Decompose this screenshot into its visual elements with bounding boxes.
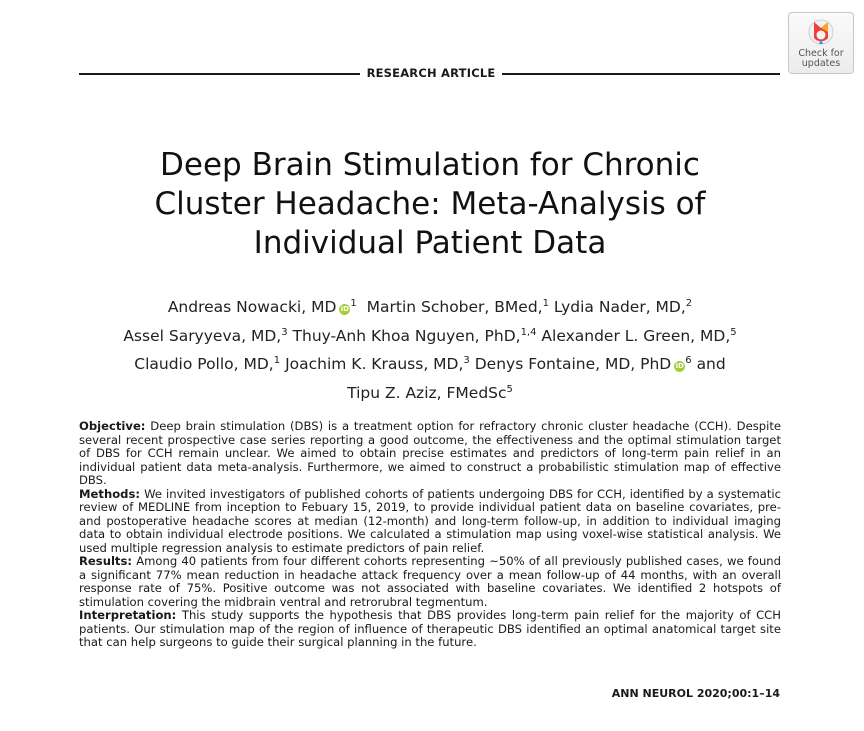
header-rule-right (502, 73, 780, 75)
author-name: Joachim K. Krauss, MD, (285, 355, 464, 373)
author-line-1 (80, 293, 780, 322)
author-name: Andreas Nowacki, MD (167, 298, 337, 316)
section-label: Results: (79, 554, 132, 568)
title-line-3: Individual Patient Data (253, 225, 607, 261)
article-type-label: RESEARCH ARTICLE (366, 66, 496, 80)
author-affiliation: 5 (506, 383, 513, 395)
author-name: Denys Fontaine, MD, PhD (474, 355, 672, 373)
author-affiliation: 5 (730, 326, 737, 338)
orcid-icon[interactable]: iD (340, 305, 349, 313)
abstract-interpretation (79, 609, 781, 650)
title-line-2: Cluster Headache: Meta-Analysis of (154, 186, 706, 222)
author-affiliation: 3 (281, 326, 288, 338)
abstract-objective (79, 420, 781, 488)
author-name: Tipu Z. Aziz, FMedSc (347, 383, 507, 402)
abstract (79, 420, 781, 650)
author-name: Claudio Pollo, MD, (134, 355, 274, 373)
author-name: Thuy-Anh Khoa Nguyen, PhD, (292, 326, 521, 345)
author-list (80, 293, 780, 407)
section-text: This study supports the hypothesis that DBS provides long-term pain relief for the majority of CCH patients. Our stimulation map of the region of influence of therapeutic DBS identified an optimal anatomical target site that can help surgeons to guide their surgical planning in the future. (79, 608, 782, 649)
section-label: Objective: (79, 419, 146, 433)
section-text: Among 40 patients from four different cohorts representing ~50% of all previously published cases, we found a significant 77% mean reduction in headache attack frequency over a mean follow-up of 44 months, with an overall response rate of 75%. Positive outcome was not associated with baseline covariates. We identified 2 hotspots of stimulation covering the midbrain ventral and retrorubral tegmentum. (79, 554, 781, 609)
author-affiliation: 2 (685, 297, 693, 309)
section-text: We invited investigators of published cohorts of patients undergoing DBS for CCH, identified by a systematic review of MEDLINE from inception to Febuary 15, 2019, to provide individual patient data on baseline covariates, pre- and postoperative headache scores at median (12-month) and long-term follow-up, in addition to individual imaging data to obtain individual electrode positions. We calculated a stimulation map using voxel-wise statistical analysis. We used multiple regression analysis to estimate predictors of pain relief. (79, 486, 781, 555)
author-line-3 (80, 350, 780, 379)
journal-citation: ANN NEUROL 2020;00:1–14 (611, 687, 780, 700)
crossmark-icon (807, 18, 835, 48)
author-line-4 (80, 379, 780, 408)
author-name: Martin Schober, BMed, (366, 298, 543, 316)
abstract-methods (79, 488, 781, 556)
section-label: Interpretation: (79, 608, 177, 622)
header-rule-left (79, 73, 360, 75)
orcid-icon[interactable]: iD (675, 362, 684, 370)
author-name: Lydia Nader, MD, (553, 298, 686, 316)
author-name: Assel Saryyeva, MD, (123, 326, 282, 345)
author-name: Alexander L. Green, MD, (541, 326, 731, 345)
author-affiliation: 1 (542, 297, 549, 309)
section-label: Methods: (79, 486, 140, 501)
author-affiliation: 6 (685, 354, 692, 366)
author-affiliation: 1 (350, 297, 357, 309)
section-text: Deep brain stimulation (DBS) is a treatment option for refractory chronic cluster headache (CCH). Despite several recent prospective case series reporting a good outcome, the effectiveness and the optimal stimulation target of DBS for CCH remain unclear. We aimed to obtain precise estimates and predictors of long-term pain relief in an individual patient data meta-analysis. Furthermore, we aimed to construct a probabilistic stimulation map of effective DBS. (79, 419, 781, 487)
abstract-results (79, 555, 781, 609)
badge-label-line1: Check for (798, 48, 844, 59)
check-for-updates-badge[interactable] (788, 12, 854, 74)
badge-label-line2: updates (801, 58, 841, 69)
author-affiliation: 1,4 (520, 326, 537, 338)
title-line-1: Deep Brain Stimulation for Chronic (160, 147, 700, 183)
badge-label (789, 49, 853, 69)
author-affiliation: 3 (463, 354, 470, 366)
article-title (80, 146, 780, 263)
author-line-2 (80, 322, 780, 351)
and-conjunction: and (696, 355, 726, 373)
author-affiliation: 1 (273, 354, 281, 366)
